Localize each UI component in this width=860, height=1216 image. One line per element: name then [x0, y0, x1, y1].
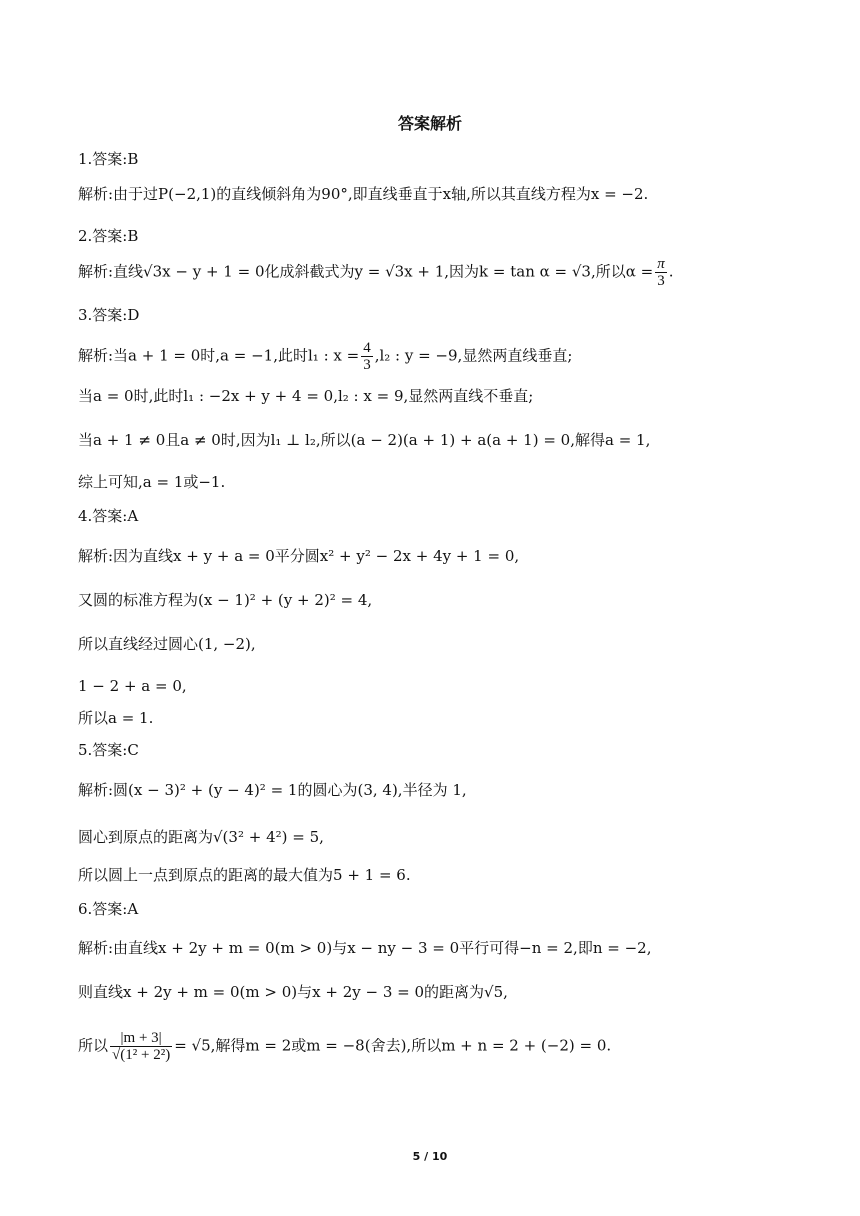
page-number: 5 / 10	[412, 1150, 448, 1163]
q4-explanation-line-3: 所以直线经过圆心(1, −2),	[78, 635, 256, 653]
q2-explanation-text: 解析:直线√3x − y + 1 = 0化成斜截式为y = √3x + 1,因为k = tan α = √3,所以α =	[78, 262, 654, 281]
q3-answer: 3.答案:D	[78, 306, 140, 324]
q5-answer: 5.答案:C	[78, 741, 139, 759]
q6-answer: 6.答案:A	[78, 900, 139, 918]
q3-text-a: 解析:当a + 1 = 0时,a = −1,此时l₁ : x =	[78, 346, 360, 365]
fraction-denominator: 3	[363, 357, 371, 373]
q2-explanation	[78, 256, 674, 289]
q4-explanation-line-2: 又圆的标准方程为(x − 1)² + (y + 2)² = 4,	[78, 591, 373, 609]
q2-explanation-end: .	[668, 262, 674, 281]
q4-explanation-line-4: 1 − 2 + a = 0,	[78, 677, 187, 695]
q3-explanation-line-3: 当a + 1 ≠ 0且a ≠ 0时,因为l₁ ⊥ l₂,所以(a − 2)(a + 1) + a(a + 1) = 0,解得a = 1,	[78, 431, 651, 449]
q3-text-b: ,l₂ : y = −9,显然两直线垂直;	[374, 346, 573, 365]
q3-explanation-line-1	[78, 340, 572, 373]
page-title: 答案解析	[397, 114, 462, 133]
fraction-numerator: 4	[363, 340, 371, 356]
q4-explanation-line-5: 所以a = 1.	[78, 709, 154, 727]
q3-x-fraction	[361, 340, 373, 373]
q6-explanation-line-1: 解析:由直线x + 2y + m = 0(m > 0)与x − ny − 3 = 0平行可得−n = 2,即n = −2,	[78, 939, 652, 957]
q4-answer: 4.答案:A	[78, 507, 139, 525]
q6-explanation-line-3	[78, 1030, 611, 1063]
q1-answer: 1.答案:B	[78, 150, 139, 168]
q6-text-b: = √5,解得m = 2或m = −8(舍去),所以m + n = 2 + (−2) = 0.	[174, 1036, 612, 1055]
q4-explanation-line-1: 解析:因为直线x + y + a = 0平分圆x² + y² − 2x + 4y + 1 = 0,	[78, 547, 520, 565]
q6-distance-fraction	[110, 1030, 172, 1063]
q3-explanation-line-2: 当a = 0时,此时l₁ : −2x + y + 4 = 0,l₂ : x = 9,显然两直线不垂直;	[78, 387, 534, 405]
fraction-denominator: 3	[657, 273, 665, 289]
q6-text-a: 所以	[78, 1036, 109, 1055]
fraction-denominator: √(1² + 2²)	[112, 1047, 171, 1063]
q5-explanation-line-3: 所以圆上一点到原点的距离的最大值为5 + 1 = 6.	[78, 866, 411, 884]
q5-explanation-line-2: 圆心到原点的距离为√(3² + 4²) = 5,	[78, 828, 324, 846]
q3-explanation-line-4: 综上可知,a = 1或−1.	[78, 473, 226, 491]
q6-explanation-line-2: 则直线x + 2y + m = 0(m > 0)与x + 2y − 3 = 0的距离为√5,	[78, 983, 508, 1001]
q2-answer: 2.答案:B	[78, 227, 139, 245]
q2-alpha-fraction	[655, 256, 667, 289]
q1-explanation: 解析:由于过P(−2,1)的直线倾斜角为90°,即直线垂直于x轴,所以其直线方程为x = −2.	[78, 185, 649, 203]
q5-explanation-line-1: 解析:圆(x − 3)² + (y − 4)² = 1的圆心为(3, 4),半径为 1,	[78, 781, 467, 799]
fraction-numerator: π	[657, 256, 665, 272]
fraction-numerator: |m + 3|	[110, 1030, 172, 1047]
